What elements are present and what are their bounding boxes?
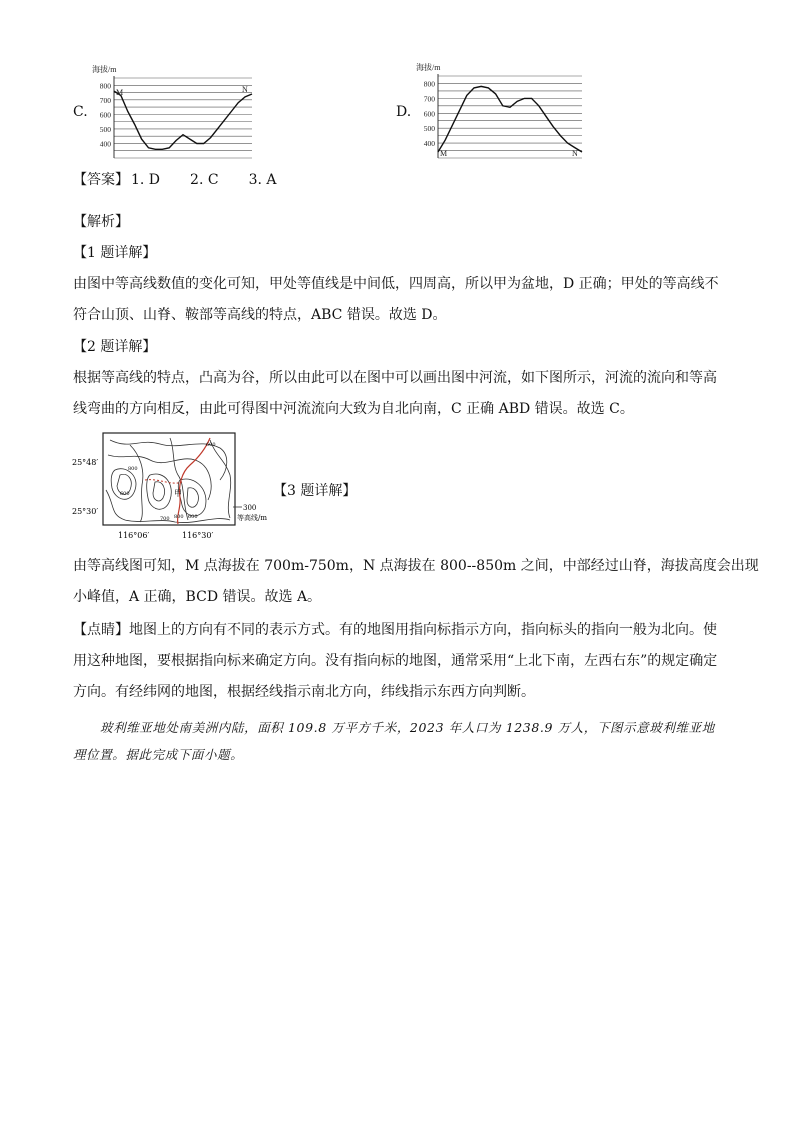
chart-d-profile-line (438, 86, 582, 152)
chart-c-ytick-600: 600 (99, 110, 111, 120)
profile-chart-c (88, 62, 260, 162)
chart-c-ytick-500: 500 (99, 124, 111, 134)
q3-line-2: 小峰值，A 正确，BCD 错误。故选 A。 (73, 589, 322, 605)
chart-c-marker-end: N (242, 85, 248, 94)
chart-c-ytick-800: 800 (99, 81, 111, 91)
contour-label-1: 600 (206, 442, 216, 448)
next-question-line-1: 玻利维亚地处南美洲内陆，面积 109.8 万平方千米，2023 年人口为 1238.9 万人，下图示意玻利维亚地 (100, 720, 715, 735)
q1-header: 【1 题详解】 (73, 245, 157, 261)
q1-line-2: 符合山顶、山脊、鞍部等高线的特点，ABC 错误。故选 D。 (73, 307, 447, 323)
answer-item-1: 1. D (131, 172, 161, 188)
lat-top-label: 25°48′ (72, 458, 99, 467)
contour-label-6: 800 (174, 514, 184, 520)
chart-c-ytick-400: 400 (99, 139, 111, 149)
q2-line-1: 根据等高线的特点，凸高为谷，所以由此可以在图中可以画出图中河流，如下图所示，河流的流向和等高 (73, 370, 717, 386)
tip-text-1: 地图上的方向有不同的表示方式。有的地图用指向标指示方向，指向标头的指向一般为北向。使 (129, 622, 717, 638)
q2-header: 【2 题详解】 (73, 339, 157, 355)
tip-line-1 (73, 620, 717, 640)
contour-label-4: 700 (160, 516, 170, 522)
tip-line-2: 用这种地图，要根据指向标来确定方向。没有指向标的地图，通常采用“上北下南，左西右东”的规定确定 (73, 653, 718, 669)
chart-d-ylabel: 海拔/m (416, 63, 441, 72)
legend-label: 等高线/m (237, 514, 267, 522)
option-d-label: D. (396, 104, 412, 120)
answer-tag: 【答案】 (73, 172, 129, 188)
q3-line-1: 由等高线图可知，M 点海拔在 700m-750m，N 点海拔在 800--850m 之间，中部经过山脊，海拔高度会出现 (73, 558, 759, 574)
answer-item-3: 3. A (248, 172, 277, 188)
lat-bottom-label: 25°30′ (72, 507, 99, 516)
contour-label-2: 800 (128, 466, 138, 472)
q3-header: 【3 题详解】 (273, 483, 357, 499)
chart-d-ytick-600: 600 (423, 109, 435, 119)
contour-label-5: 600 (188, 514, 198, 520)
chart-d-ytick-700: 700 (423, 94, 435, 104)
tip-tag: 【点睛】 (73, 622, 129, 638)
lon-right-label: 116°30′ (182, 531, 214, 540)
tip-line-3: 方向。有经纬网的地图，根据经线指示南北方向，纬线指示东西方向判断。 (73, 684, 535, 700)
chart-d-ytick-500: 500 (423, 124, 435, 134)
legend-value: 300 (243, 504, 257, 512)
chart-c-marker-start: M (116, 88, 124, 98)
answer-line (73, 170, 277, 190)
option-c-label: C. (73, 104, 88, 120)
profile-chart-d (412, 60, 590, 162)
chart-c-ytick-700: 700 (99, 95, 111, 105)
contour-map (70, 430, 285, 545)
chart-d-ytick-400: 400 (423, 139, 435, 149)
q2-line-2: 线弯曲的方向相反，由此可得图中河流流向大致为自北向南，C 正确 ABD 错误。故选 C。 (73, 401, 634, 417)
next-question-line-2: 理位置。据此完成下面小题。 (73, 747, 244, 762)
answer-item-2: 2. C (190, 172, 219, 188)
chart-d-marker-end: N (572, 149, 578, 158)
contour-label-3: 600 (120, 491, 130, 497)
lon-left-label: 116°06′ (118, 531, 150, 540)
chart-c-ylabel: 海拔/m (92, 65, 117, 74)
q1-line-1: 由图中等高线数值的变化可知，甲处等值线是中间低，四周高，所以甲为盆地，D 正确；甲处的等高线不 (73, 276, 719, 292)
analysis-tag: 【解析】 (73, 214, 129, 230)
chart-d-marker-start: M (440, 149, 448, 158)
map-label-jia: 甲 (174, 489, 182, 498)
chart-d-ytick-800: 800 (423, 79, 435, 89)
